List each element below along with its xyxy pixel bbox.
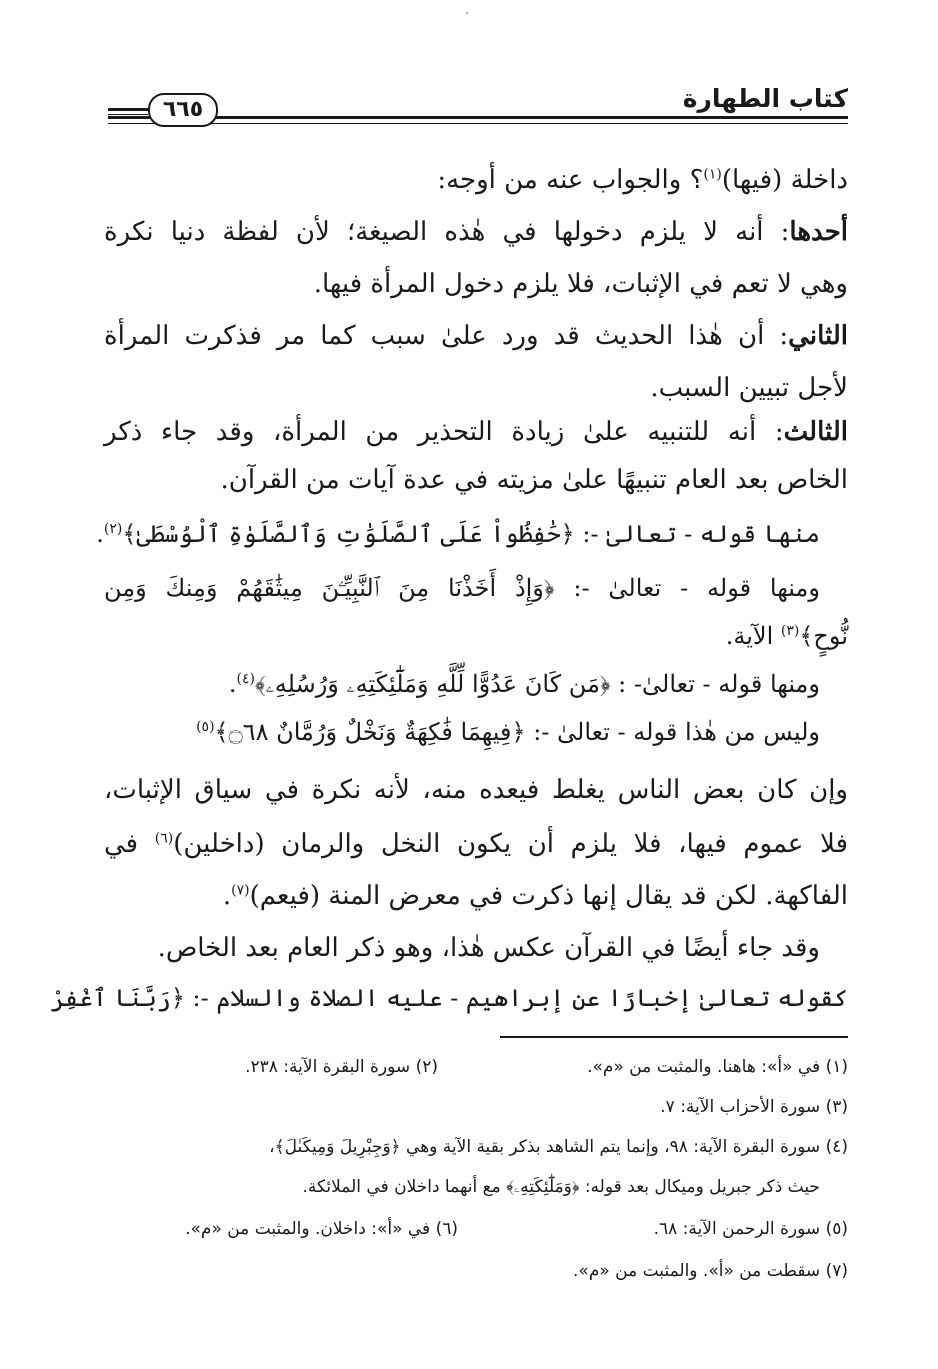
body-line-3: وهي لا تعم في الإثبات، فلا يلزم دخول المرأة فيها. <box>313 269 848 299</box>
body-line-12-quran: وليس من هٰذا قوله - تعالىٰ -: ﴿فِيهِمَا فَٰكِهَةٌ وَنَخْلٌ وَرُمَّانٌ ۝٦٨﴾$^{(٥)}$ <box>196 718 820 746</box>
body-line-1: داخلة (فيها)$^{(١)}$؟ والجواب عنه من أوجه: <box>437 165 848 195</box>
footnote-6: (٦) في «أ»: داخلان. والمثبت من «م». <box>185 1219 458 1239</box>
body-line-4: الثاني: أن هٰذا الحديث قد ورد علىٰ سبب كما مر فذكرت المرأة <box>104 321 848 351</box>
footnote-ref-1: (١) <box>703 166 722 183</box>
footnote-2: (٢) سورة البقرة الآية: ٢٣٨. <box>245 1057 438 1077</box>
body-line-11-quran: ومنها قوله - تعالىٰ- : ﴿مَن كَانَ عَدُوًّا لِّلَّهِ وَمَلَٰٓئِكَتِهِۦ وَرُسُلِهِۦ﴾$^{(٤)}$. <box>228 670 820 698</box>
body-line-16: وقد جاء أيضًا في القرآن عكس هٰذا، وهو ذكر العام بعد الخاص. <box>157 933 820 963</box>
footnote-ref-5: (٥) <box>196 719 215 735</box>
point-heading-third: الثالث <box>783 417 848 447</box>
running-header-title: كتاب الطهارة <box>682 84 848 113</box>
body-line-2: أحدها: أنه لا يلزم دخولها في هٰذه الصيغة؛ لأن لفظة دنيا نكرة <box>104 217 848 247</box>
body-line-15: الفاكهة. لكن قد يقال إنها ذكرت في معرض المنة (فيعم)$^{(٧)}$. <box>222 881 848 911</box>
footnote-ref-2: (٢) <box>103 521 123 537</box>
header-rule-thick <box>108 116 848 119</box>
body-line-5: لأجل تبيين السبب. <box>650 373 848 403</box>
body-line-6: الثالث: أنه للتنبيه علىٰ زيادة التحذير من المرأة، وقد جاء ذكر <box>104 417 848 447</box>
footnote-ref-6: (٦) <box>154 830 174 847</box>
page-number-badge <box>148 93 218 127</box>
footnote-1: (١) في «أ»: هاهنا. والمثبت من «م». <box>587 1057 848 1077</box>
footnote-3: (٣) سورة الأحزاب الآية: ٧. <box>660 1097 848 1117</box>
header-rule-thin <box>108 123 848 124</box>
body-line-7: الخاص بعد العام تنبيهًا علىٰ مزيته في عدة آيات من القرآن. <box>220 465 848 495</box>
body-line-13: وإن كان بعض الناس يغلط فيعده منه، لأنه نكرة في سياق الإثبات، <box>104 775 848 805</box>
header-rule-left-thick <box>108 108 148 111</box>
footnote-4-line-2: حيث ذكر جبريل وميكال بعد قوله: ﴿وَمَلَٰٓئِكَتِهِۦ﴾ مع أنهما داخلان في الملائكة. <box>302 1177 820 1197</box>
page-number: ٦٦٥ <box>162 97 204 122</box>
body-line-10-quran: نُّوحٍ﴾$^{(٣)}$ الآية. <box>725 622 848 650</box>
scan-speck <box>466 12 468 14</box>
footnote-ref-4: (٤) <box>236 671 256 687</box>
body-line-9-quran: ومنها قوله - تعالىٰ -: ﴿وَإِذْ أَخَذْنَا مِنَ ٱلنَّبِيِّـۧنَ مِيثَٰقَهُمْ وَمِنكَ وَمِن <box>104 574 820 602</box>
point-heading-first: أحدها <box>789 217 848 247</box>
footnote-5: (٥) سورة الرحمن الآية: ٦٨. <box>653 1219 848 1239</box>
body-line-17: كقوله تعالىٰ إخبارًا عن إبراهيم - عليه الصلاة والسلام -: ﴿رَبَّنَا ٱغْفِرْ <box>50 984 848 1012</box>
footnote-7: (٧) سقطت من «أ». والمثبت من «م». <box>573 1261 848 1281</box>
body-line-14: فلا عموم فيها، فلا يلزم أن يكون النخل والرمان (داخلين)$^{(٦)}$ في <box>104 829 848 859</box>
body-line-8-quran: منها قوله - تعالىٰ -: ﴿حَٰفِظُواْ عَلَى ٱلصَّلَوَٰتِ وَٱلصَّلَوٰةِ ٱلْوُسْطَىٰ﴾$^{(٢)}$. <box>96 520 820 548</box>
footnote-4-line-1: (٤) سورة البقرة الآية: ٩٨، وإنما يتم الشاهد بذكر بقية الآية وهي ﴿وَجِبْرِيلَ وَمِيكَىٰلَ﴾، <box>269 1137 848 1157</box>
footnote-ref-7: (٧) <box>231 882 250 899</box>
header-rule-left-thin <box>108 114 148 115</box>
footnote-ref-3: (٣) <box>780 623 800 639</box>
point-heading-second: الثاني <box>788 321 848 351</box>
footnote-separator <box>500 1036 848 1038</box>
